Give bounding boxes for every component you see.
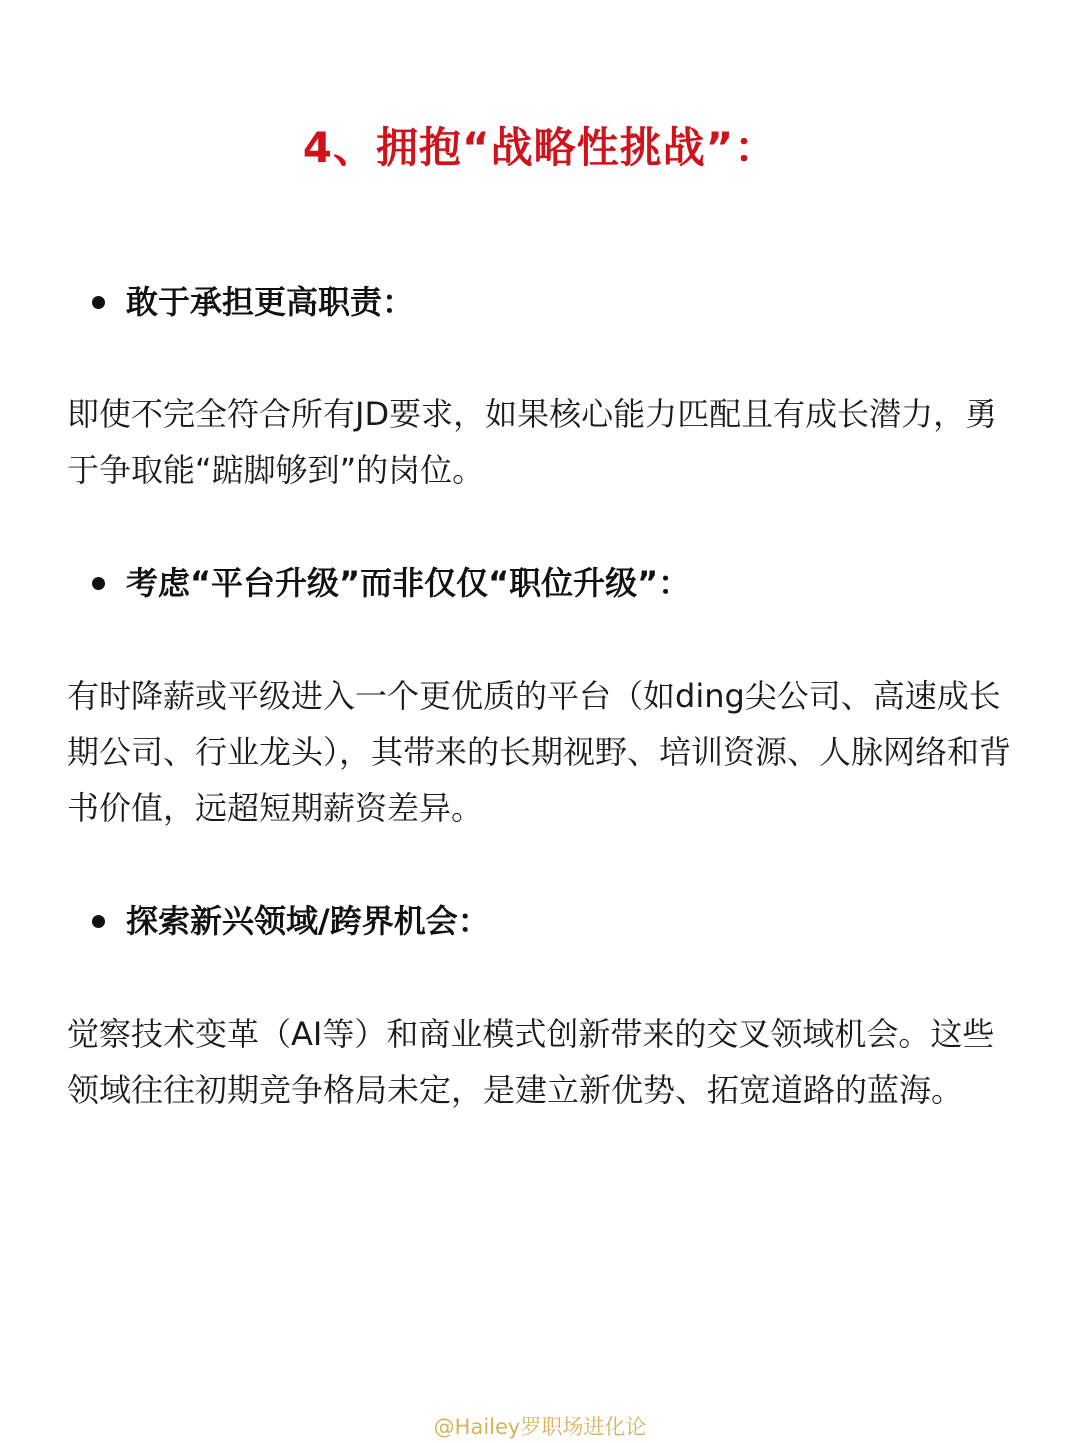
bullet-dot-icon xyxy=(92,296,105,309)
bullet-dot-icon xyxy=(92,577,105,590)
section-heading-text: 敢于承担更高职责： xyxy=(126,283,415,321)
section-body-2: 有时降薪或平级进入一个更优质的平台（如ding尖公司、高速成长期公司、行业龙头），其带来的长期视野、培训资源、人脉网络和背书价值，远超短期薪资差异。 xyxy=(67,677,1012,827)
bullet-dot-icon xyxy=(92,915,105,928)
section-body-1: 即使不完全符合所有JD要求，如果核心能力匹配且有成长潜力，勇于争取能“踮脚够到”的岗位。 xyxy=(67,395,998,489)
section-heading-text: 探索新兴领域/跨界机会： xyxy=(126,902,490,940)
section-heading-2 xyxy=(92,561,1012,605)
section-heading-3 xyxy=(92,899,1012,943)
section-heading-text: 考虑“平台升级”而非仅仅“职位升级”： xyxy=(126,564,691,602)
section-body-3: 觉察技术变革（AI等）和商业模式创新带来的交叉领域机会。这些领域往往初期竞争格局未定，是建立新优势、拓宽道路的蓝海。 xyxy=(67,1015,995,1109)
page-title: 4、拥抱“战略性挑战”： xyxy=(302,123,778,172)
section-heading-1 xyxy=(92,280,1012,324)
author-watermark: @Hailey罗职场进化论 xyxy=(433,1415,647,1439)
